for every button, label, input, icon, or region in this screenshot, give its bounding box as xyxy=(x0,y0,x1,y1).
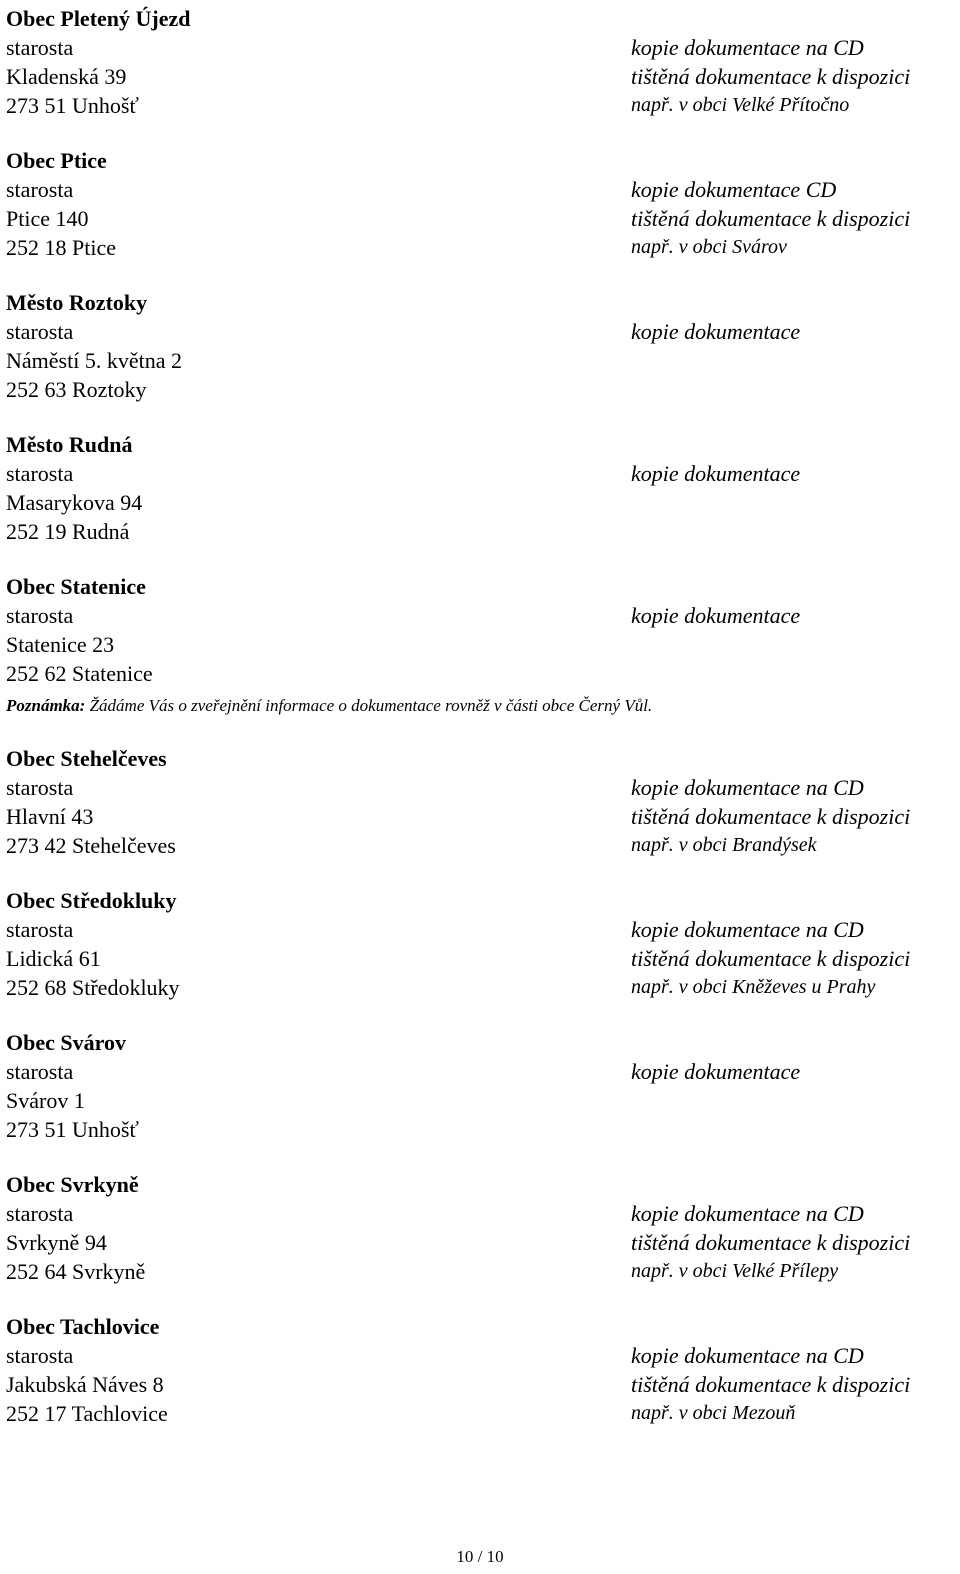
recipient-role: starosta xyxy=(6,1343,74,1368)
municipality-name: Obec Pletený Újezd xyxy=(6,6,191,31)
street-address: Kladenská 39 xyxy=(6,64,127,89)
documentation-info xyxy=(631,1057,960,1086)
recipient-role: starosta xyxy=(6,319,74,344)
recipient-role: starosta xyxy=(6,461,74,486)
doc-copy-type: kopie dokumentace na CD xyxy=(631,1343,864,1368)
municipality-name: Obec Tachlovice xyxy=(6,1314,160,1339)
doc-print-availability: tištěná dokumentace k dispozici xyxy=(631,206,911,231)
doc-print-availability: tištěná dokumentace k dispozici xyxy=(631,1230,911,1255)
postal-city: 252 17 Tachlovice xyxy=(6,1401,168,1426)
recipient-role: starosta xyxy=(6,775,74,800)
doc-copy-type: kopie dokumentace na CD xyxy=(631,35,864,60)
documentation-info xyxy=(631,317,960,346)
documentation-info xyxy=(631,33,960,120)
note-label: Poznámka: xyxy=(6,696,86,715)
doc-location-example: např. v obci Kněževes u Prahy xyxy=(631,976,876,998)
address-block xyxy=(6,288,606,404)
address-block xyxy=(6,572,606,688)
recipient-role: starosta xyxy=(6,35,74,60)
municipality-name: Obec Stehelčeves xyxy=(6,746,167,771)
postal-city: 252 63 Roztoky xyxy=(6,377,147,402)
street-address: Jakubská Náves 8 xyxy=(6,1372,164,1397)
documentation-info xyxy=(631,601,960,630)
doc-print-availability: tištěná dokumentace k dispozici xyxy=(631,946,911,971)
doc-print-availability: tištěná dokumentace k dispozici xyxy=(631,1372,911,1397)
street-address: Svrkyně 94 xyxy=(6,1230,107,1255)
postal-city: 252 19 Rudná xyxy=(6,519,130,544)
postal-city: 273 51 Unhošť xyxy=(6,1117,139,1142)
address-block xyxy=(6,146,606,262)
postal-city: 252 62 Statenice xyxy=(6,661,153,686)
recipient-role: starosta xyxy=(6,1201,74,1226)
address-block xyxy=(6,430,606,546)
documentation-info xyxy=(631,915,960,1002)
postal-city: 273 42 Stehelčeves xyxy=(6,833,176,858)
recipient-role: starosta xyxy=(6,603,74,628)
address-entry xyxy=(0,4,960,120)
doc-location-example: např. v obci Brandýsek xyxy=(631,834,817,856)
address-block xyxy=(6,744,606,860)
note-text: Žádáme Vás o zveřejnění informace o dokumentace rovněž v části obce Černý Vůl. xyxy=(85,696,653,715)
postal-city: 273 51 Unhošť xyxy=(6,93,139,118)
municipality-name: Obec Statenice xyxy=(6,574,146,599)
address-block xyxy=(6,1170,606,1286)
municipality-name: Město Rudná xyxy=(6,432,133,457)
address-entry xyxy=(0,146,960,262)
doc-copy-type: kopie dokumentace xyxy=(631,603,801,628)
doc-copy-type: kopie dokumentace na CD xyxy=(631,1201,864,1226)
doc-copy-type: kopie dokumentace xyxy=(631,461,801,486)
page-number: 10 / 10 xyxy=(456,1547,504,1566)
address-block xyxy=(6,1028,606,1144)
address-entry xyxy=(0,1028,960,1144)
postal-city: 252 18 Ptice xyxy=(6,235,116,260)
street-address: Svárov 1 xyxy=(6,1088,85,1113)
municipality-name: Obec Svárov xyxy=(6,1030,126,1055)
doc-print-availability: tištěná dokumentace k dispozici xyxy=(631,804,911,829)
request-note xyxy=(6,694,652,718)
postal-city: 252 64 Svrkyně xyxy=(6,1259,146,1284)
address-entry xyxy=(0,430,960,546)
doc-copy-type: kopie dokumentace na CD xyxy=(631,775,864,800)
doc-copy-type: kopie dokumentace na CD xyxy=(631,917,864,942)
street-address: Hlavní 43 xyxy=(6,804,94,829)
documentation-info xyxy=(631,175,960,262)
address-block xyxy=(6,886,606,1002)
recipient-role: starosta xyxy=(6,1059,74,1084)
street-address: Masarykova 94 xyxy=(6,490,143,515)
street-address: Statenice 23 xyxy=(6,632,115,657)
postal-city: 252 68 Středokluky xyxy=(6,975,180,1000)
documentation-info xyxy=(631,1199,960,1286)
address-block xyxy=(6,4,606,120)
street-address: Náměstí 5. května 2 xyxy=(6,348,182,373)
address-entry xyxy=(0,1312,960,1428)
doc-copy-type: kopie dokumentace xyxy=(631,319,801,344)
street-address: Lidická 61 xyxy=(6,946,101,971)
doc-location-example: např. v obci Svárov xyxy=(631,236,787,258)
address-entry xyxy=(0,288,960,404)
address-entry xyxy=(0,744,960,860)
address-block xyxy=(6,1312,606,1428)
doc-location-example: např. v obci Mezouň xyxy=(631,1402,796,1424)
doc-copy-type: kopie dokumentace CD xyxy=(631,177,837,202)
municipality-name: Obec Svrkyně xyxy=(6,1172,139,1197)
doc-print-availability: tištěná dokumentace k dispozici xyxy=(631,64,911,89)
municipality-name: Město Roztoky xyxy=(6,290,148,315)
doc-copy-type: kopie dokumentace xyxy=(631,1059,801,1084)
street-address: Ptice 140 xyxy=(6,206,89,231)
doc-location-example: např. v obci Velké Přílepy xyxy=(631,1260,839,1282)
documentation-info xyxy=(631,459,960,488)
doc-location-example: např. v obci Velké Přítočno xyxy=(631,94,850,116)
address-entry xyxy=(0,1170,960,1286)
documentation-info xyxy=(631,773,960,860)
municipality-name: Obec Ptice xyxy=(6,148,107,173)
address-entry xyxy=(0,886,960,1002)
documentation-info xyxy=(631,1341,960,1428)
address-entry xyxy=(0,572,960,688)
recipient-role: starosta xyxy=(6,917,74,942)
municipality-name: Obec Středokluky xyxy=(6,888,177,913)
recipient-role: starosta xyxy=(6,177,74,202)
